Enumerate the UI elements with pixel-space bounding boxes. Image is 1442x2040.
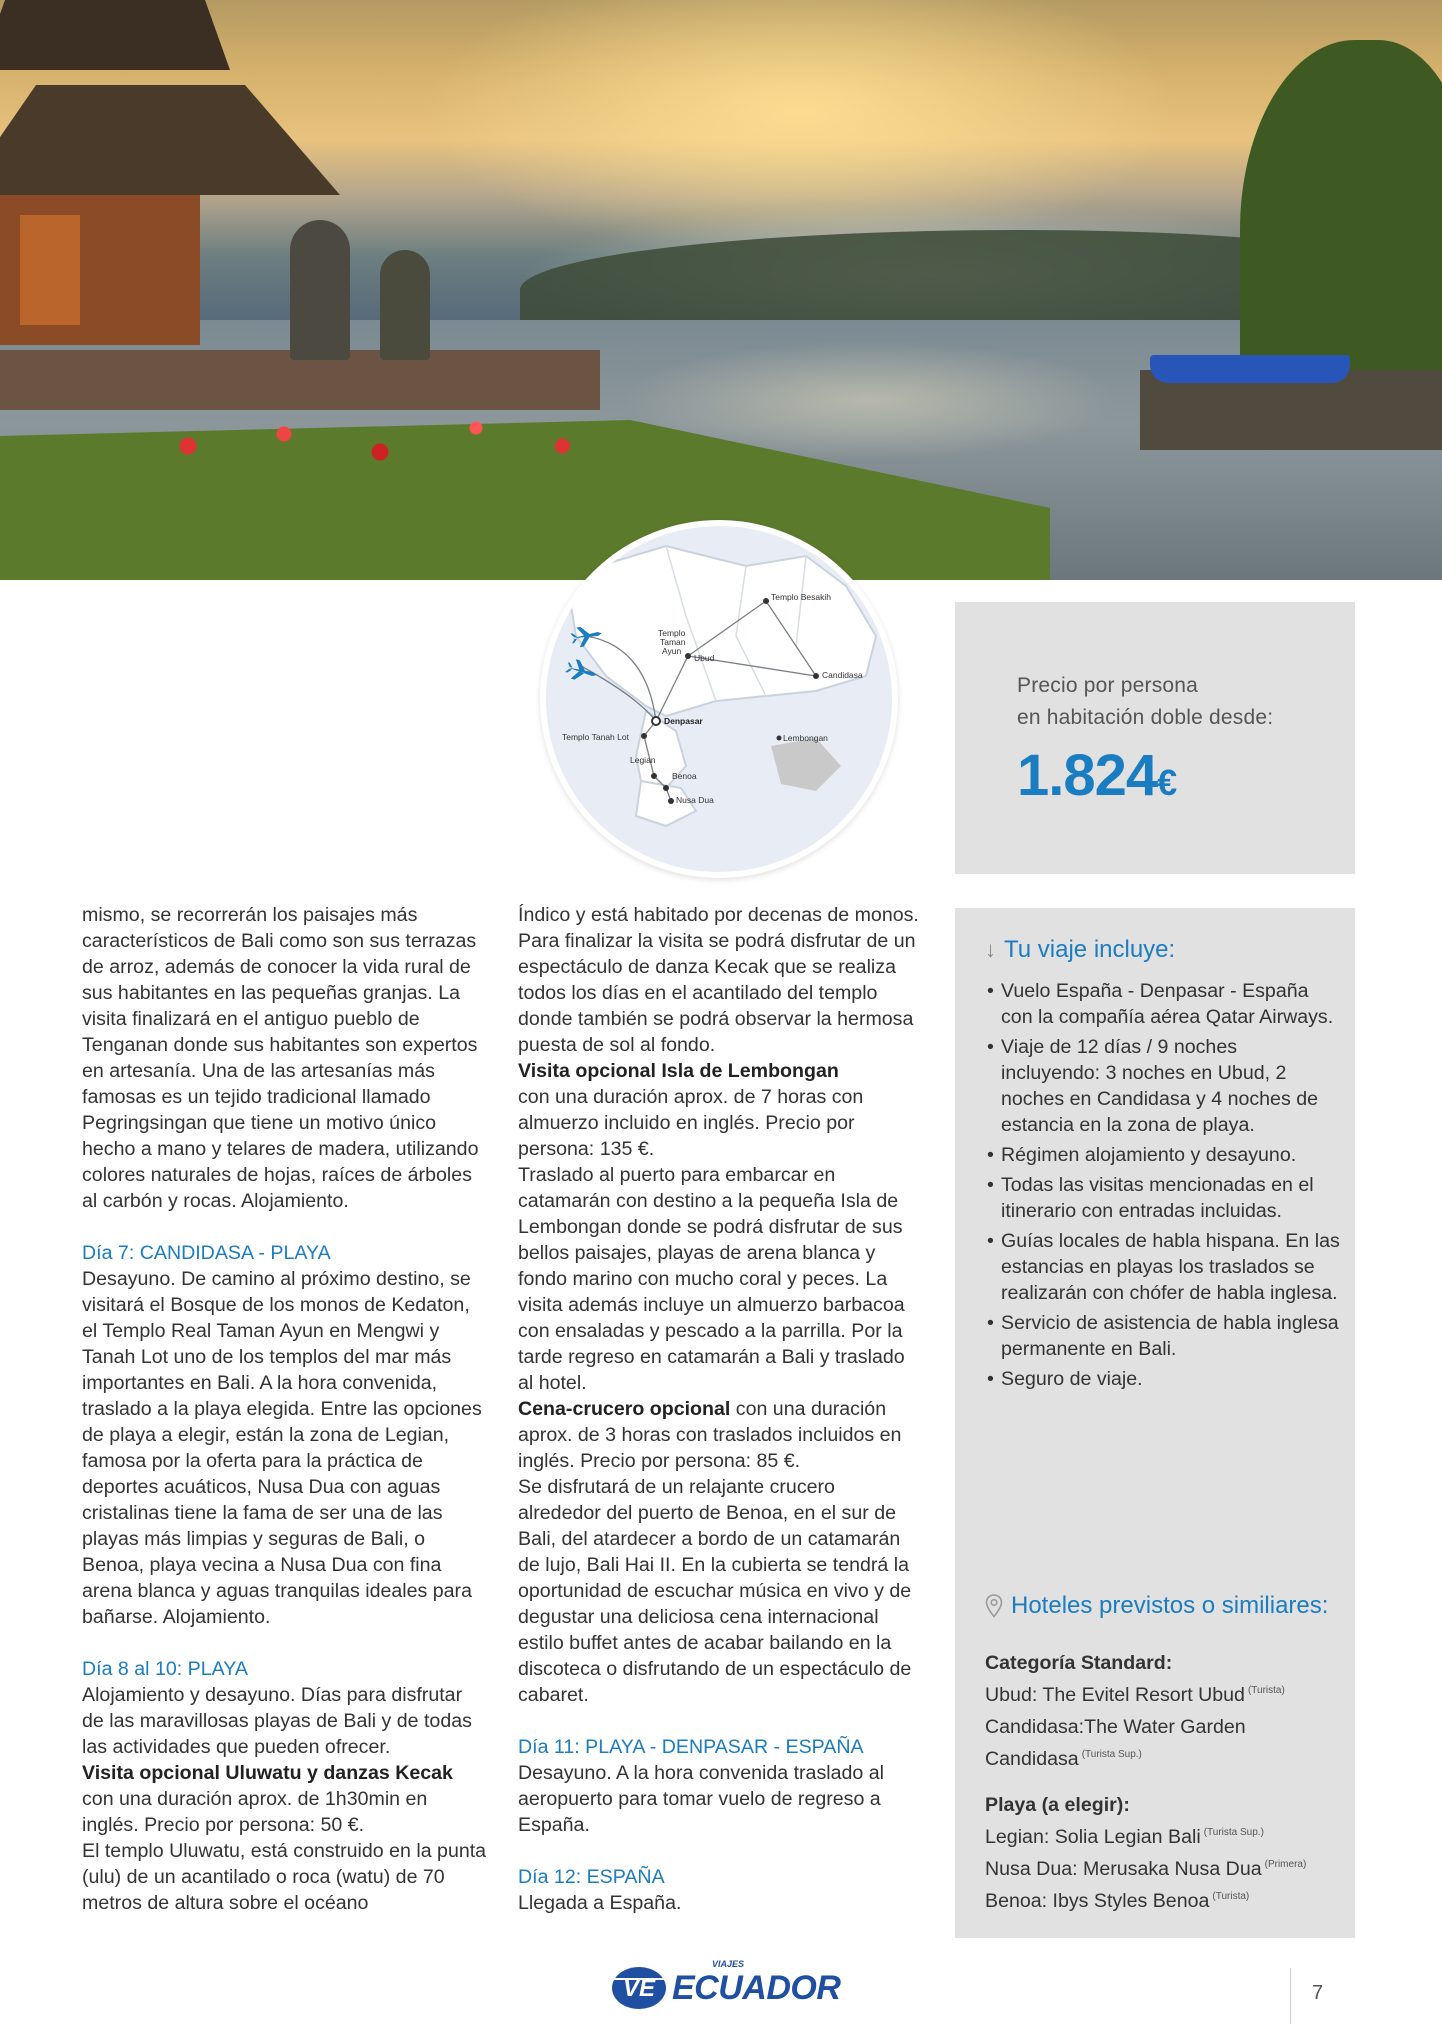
day-heading: Día 11: PLAYA - DENPASAR - ESPAÑA [518,1736,864,1758]
optional-visit-title [518,1058,923,1084]
itinerary-paragraph: El templo Uluwatu, está construido en la punta (ulu) de un acantilado o roca (watu) de 70 metros de altura sobre el océano [82,1840,487,1914]
hotel-line [985,1741,1340,1773]
svg-text:VE: VE [622,1975,656,2002]
optional-visit-text: con una duración aprox. de 1h30min en inglés. Precio por persona: 50 €. [82,1788,428,1836]
list-item: • Guías locales de habla hispana. En las estancias en playas los traslados se realizarán con chófer de habla inglesa. [985,1228,1340,1306]
map-label-legian: Legian [630,755,656,765]
hotel-category: (Turista) [1247,1685,1285,1696]
map-label-denpasar: Denpasar [664,716,703,726]
hotel-name: Nusa Dua: Merusaka Nusa Dua [985,1858,1262,1880]
page-divider [1290,1968,1291,2024]
hotel-line [985,1883,1340,1915]
itinerary-paragraph [518,1396,923,1474]
page-number: 7 [1312,1982,1324,2004]
map-label-taman-ayun-1: Templo [658,628,686,638]
optional-visit-text: con una duración aprox. de 3 horas con traslados incluidos en inglés. Precio por persona: 85 €. [518,1398,902,1472]
hotels-playa [985,1792,1340,1915]
optional-visit-title-text: Visita opcional Isla de Lembongan [518,1060,839,1082]
list-item: • Seguro de viaje. [985,1366,1340,1392]
map-label-ubud: Ubud [694,653,715,663]
list-item: • Servicio de asistencia de habla inglesa permanente en Bali. [985,1310,1340,1362]
route-map [540,520,898,878]
itinerary-paragraph: Llegada a España. [518,1892,682,1914]
category-title: Playa (a elegir): [985,1794,1130,1816]
hotel-name: Ubud: The Evitel Resort Ubud [985,1684,1245,1706]
hotel-category: (Turista Sup.) [1081,1749,1142,1760]
hotel-name: Candidasa [985,1748,1079,1770]
hotels-standard [985,1650,1340,1773]
list-item: • Vuelo España - Denpasar - España con la compañía aérea Qatar Airways. [985,978,1340,1030]
hotel-line [985,1851,1340,1883]
itinerary-paragraph: Desayuno. De camino al próximo destino, se visitará el Bosque de los monos de Kedaton, el Templo Real Taman Ayun en Mengwi y Tanah Lot uno de los templos del mar más importantes en Bali. A la hora convenida, traslado a la playa elegida. Entre las opciones de playa a elegir, están la zona de Legian, famosa por la oferta para la práctica de deportes acuáticos, Nusa Dua con aguas cristalinas tiene la fama de ser una de las playas más limpias y seguras de Bali, o Benoa, playa vecina a Nusa Dua con fina arena blanca y aguas tranquilas ideales para bañarse. Alojamiento. [82,1268,482,1628]
hotel-category: (Primera) [1264,1859,1307,1870]
category-title: Categoría Standard: [985,1652,1173,1674]
hotel-line [985,1677,1340,1709]
includes-title [985,936,1175,964]
hotel-category: (Turista) [1212,1891,1250,1902]
ve-logo-icon [610,1965,668,2011]
price-label-line2: en habitación doble desde: [1017,706,1274,729]
itinerary-column-2 [518,902,923,1916]
map-label-candidasa: Candidasa [822,670,863,680]
logo-main-text: ECUADOR [672,1968,841,2007]
price-box [955,602,1355,874]
location-pin-icon [985,1594,1003,1618]
hotel-name: Benoa: Ibys Styles Benoa [985,1890,1210,1912]
logo-small-text: VIAJES [712,1958,745,1969]
includes-list [985,978,1340,1396]
itinerary-paragraph: Traslado al puerto para embarcar en catamarán con destino a la pequeña Isla de Lembongan donde se podrá disfrutar de sus bellos paisajes, playas de arena blanca y fondo marino con mucho coral y peces. La visita además incluye un almuerzo barbacoa con ensaladas y pescado a la parrilla. Por la tarde regreso en catamarán a Bali y traslado al hotel. [518,1164,905,1394]
price-amount [1017,742,1176,809]
map-label-nusa-dua: Nusa Dua [676,795,714,805]
itinerary-paragraph: mismo, se recorrerán los paisajes más característicos de Bali como son sus terrazas de arroz, además de conocer la vida rural de sus habitantes en las pequeñas granjas. La visita finalizará en el antiguo pueblo de Tenganan donde sus habitantes son expertos en artesanía. Una de las artesanías más famosas es un tejido tradicional llamado Pegringsingan que tiene un motivo único hecho a mano y telares de madera, utilizando colores naturales de hojas, raíces de árboles al carbón y rocas. Alojamiento. [82,904,479,1212]
hotel-category: (Turista Sup.) [1203,1827,1264,1838]
itinerary-paragraph [82,1760,487,1838]
map-label-tanah-lot: Templo Tanah Lot [562,732,629,742]
hotels-title-text: Hoteles previstos o similiares: [1011,1592,1329,1619]
list-item: • Todas las visitas mencionadas en el itinerario con entradas incluidas. [985,1172,1340,1224]
plane-icon [564,657,599,684]
price-label-line1: Precio por persona [1017,674,1199,697]
itinerary-paragraph: Índico y está habitado por decenas de monos. Para finalizar la visita se podrá disfrutar de un espectáculo de danza Kecak que se realiza todos los días en el acantilado del templo donde también se podrá observar la hermosa puesta de sol al fondo. [518,904,919,1056]
hotel-name: Candidasa:The Water Garden [985,1716,1246,1738]
price-value: 1.824 [1017,743,1158,808]
arrow-down-icon: ↓ [985,937,996,962]
list-item: • Viaje de 12 días / 9 noches incluyendo: 3 noches en Ubud, 2 noches en Candidasa y 4 noches de estancia en la zona de playa. [985,1034,1340,1138]
map-label-taman-ayun-3: Ayun [662,646,682,656]
hotels-title [985,1592,1328,1620]
day-heading: Día 7: CANDIDASA - PLAYA [82,1242,331,1264]
includes-title-text: Tu viaje incluye: [1004,936,1176,963]
map-label-lembongan: Lembongan [783,733,828,743]
itinerary-column-1 [82,902,487,1916]
price-currency: € [1157,762,1177,803]
map-label-benoa: Benoa [672,771,697,781]
hero-photo [0,0,1442,580]
map-label-besakih: Templo Besakih [771,592,832,602]
hotel-line [985,1819,1340,1851]
hotel-name: Legian: Solia Legian Bali [985,1826,1201,1848]
optional-visit-title: Visita opcional Uluwatu y danzas Kecak [82,1762,453,1784]
itinerary-paragraph: Alojamiento y desayuno. Días para disfrutar de las maravillosas playas de Bali y de todas las actividades que pueden ofrecer. [82,1684,472,1758]
itinerary-paragraph: Desayuno. A la hora convenida traslado al aeropuerto para tomar vuelo de regreso a España. [518,1762,884,1836]
map-label-taman-ayun-2: Taman [660,637,686,647]
viajes-ecuador-logo [610,1960,840,2016]
itinerary-paragraph: Se disfrutará de un relajante crucero alrededor del puerto de Benoa, en el sur de Bali, del atardecer a bordo de un catamarán de lujo, Bali Hai II. En la cubierta se tendrá la oportunidad de escuchar música en vivo y de degustar una deliciosa cena internacional estilo buffet antes de acabar bailando en la discoteca o disfrutando de un espectáculo de cabaret. [518,1476,912,1706]
day-heading: Día 8 al 10: PLAYA [82,1658,248,1680]
trip-info-box [955,908,1355,1938]
optional-visit-text: con una duración aprox. de 7 horas con almuerzo incluido en inglés. Precio por persona: 135 €. [518,1086,864,1160]
day-heading: Día 12: ESPAÑA [518,1866,665,1888]
optional-visit-title: Cena-crucero opcional [518,1398,731,1420]
hotel-line [985,1709,1340,1741]
list-item: • Régimen alojamiento y desayuno. [985,1142,1340,1168]
